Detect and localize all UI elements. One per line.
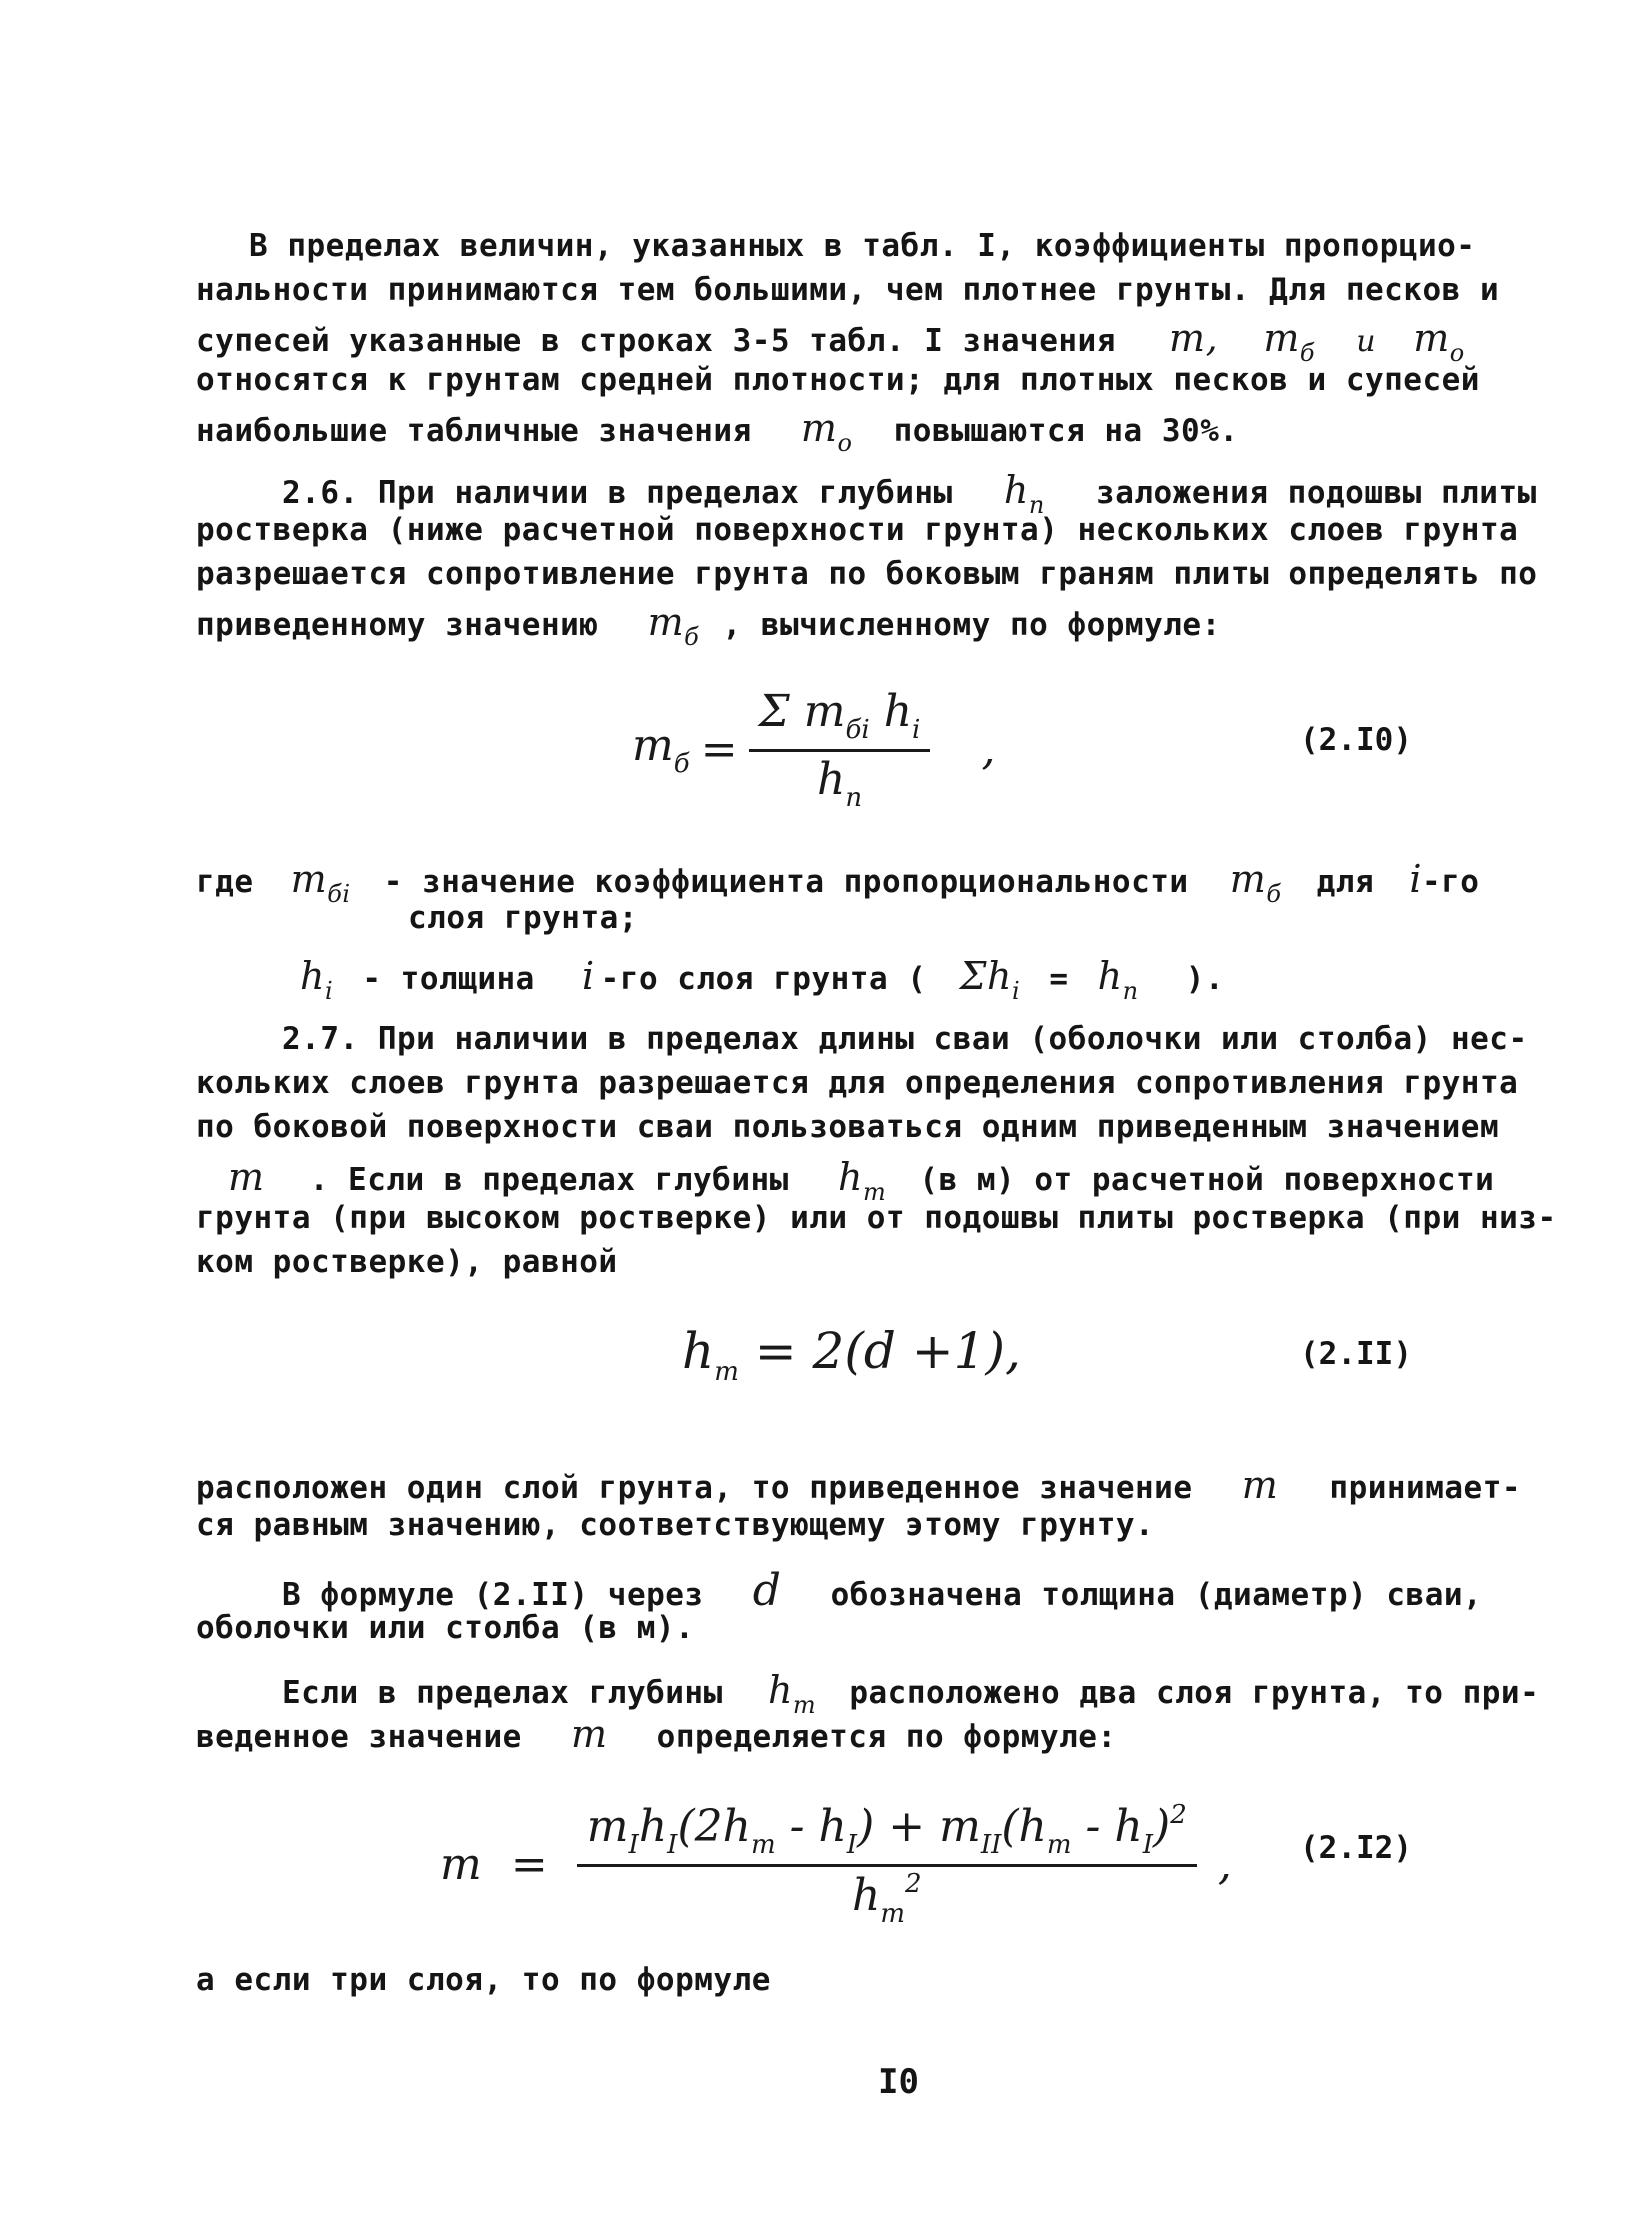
section-2-7-line-4: [228, 1155, 1494, 1206]
section-2-7-line-6: ком ростверке), равной: [196, 1244, 618, 1280]
section-2-7-line-1: 2.7. При наличии в пределах длины сваи (оболочки или столба) нес-: [282, 1021, 1528, 1057]
symbol-h-i: $h_i$: [300, 954, 334, 1005]
paragraph-two-layers-text-a: Если в пределах глубины: [282, 1675, 723, 1711]
symbol-m-o: $m_o$: [1413, 316, 1465, 367]
where-line-3: [300, 954, 1224, 1005]
formula-2-10-numerator: Σ $m_{бi}$ $h_i$: [749, 686, 931, 752]
where-desc-2-a: - толщина: [362, 961, 535, 997]
section-2-7-line-3: по боковой поверхности сваи пользоваться одним приведенным значением: [196, 1109, 1500, 1145]
formula-2-12-number: (2.I2): [1300, 1830, 1412, 1866]
symbol-and: и: [1356, 324, 1377, 359]
formula-2-12-comma: ,: [1217, 1839, 1232, 1890]
section-2-7-line-5: грунта (при высоком ростверке) или от подошвы плиты ростверка (при низ-: [196, 1200, 1557, 1236]
formula-2-12-denominator: $h_m^2$: [851, 1869, 922, 1929]
section-2-6-line-1-text-a: 2.6. При наличии в пределах глубины: [282, 475, 953, 511]
section-2-6-line-3: разрешается сопротивление грунта по боковым граням плиты определять по: [196, 556, 1538, 592]
formula-2-11: $h_m = 2(d +1)$,: [682, 1322, 1021, 1387]
paragraph-two-layers-text-b: расположено два слоя грунта, то при-: [849, 1675, 1540, 1711]
where-equals: =: [1049, 961, 1069, 997]
section-2-6-line-4: [196, 600, 1221, 651]
symbol-m: m,: [1169, 316, 1219, 360]
symbol-m: m: [570, 1712, 608, 1756]
paragraph-1-line-2: нальности принимаются тем большими, чем плотнее грунты. Для песков и: [196, 272, 1500, 308]
formula-2-10-fraction: [749, 686, 931, 813]
paragraph-two-layers-line-2-text-a: веденное значение: [196, 1719, 522, 1755]
paragraph-d-text-a: В формуле (2.II) через: [282, 1577, 704, 1613]
symbol-h-m: $h_m$: [837, 1155, 887, 1206]
formula-2-12-fraction: [577, 1800, 1197, 1929]
symbol-m-b: $m_б$: [1263, 316, 1316, 367]
section-2-6-line-2: ростверка (ниже расчетной поверхности грунта) нескольких слоев грунта: [196, 512, 1519, 548]
paragraph-after-2-11-text-a: расположен один слой грунта, то приведенное значение: [196, 1470, 1193, 1506]
symbol-i: i: [1409, 857, 1422, 901]
formula-2-10-comma: ,: [981, 724, 996, 775]
symbol-sum-h-i: $\Sigma h_i$: [959, 954, 1021, 1005]
symbol-m: m: [1241, 1463, 1279, 1507]
formula-2-10-denominator: $h_п$: [816, 754, 863, 813]
formula-2-11-number: (2.II): [1300, 1336, 1412, 1372]
symbol-h-n: $h_п$: [1097, 954, 1139, 1005]
where-line-2: слоя грунта;: [408, 900, 638, 936]
section-2-6-line-4-text-b: , вычисленному по формуле:: [722, 607, 1221, 643]
paragraph-after-2-11-text-b: принимает-: [1329, 1470, 1522, 1506]
paragraph-two-layers-line-2: [196, 1712, 1117, 1756]
symbol-h-n: $h_п$: [1003, 468, 1045, 519]
paragraph-1-line-4: относятся к грунтам средней плотности; для плотных песков и супесей: [196, 362, 1480, 398]
paragraph-two-layers-line-2-text-b: определяется по формуле:: [656, 1719, 1117, 1755]
formula-2-10-number: (2.I0): [1300, 722, 1412, 758]
symbol-m-b: $m_б$: [1229, 857, 1282, 908]
section-2-7-line-4-text-b: (в м) от расчетной поверхности: [919, 1162, 1495, 1198]
symbol-i: i: [582, 954, 595, 998]
paragraph-1-line-1: В пределах величин, указанных в табл. I, коэффициенты пропорцио-: [249, 228, 1476, 264]
where-desc-2-c: ).: [1185, 961, 1225, 997]
formula-2-10-equals: =: [700, 724, 738, 775]
paragraph-1-line-5: [196, 406, 1239, 457]
formula-2-11-rhs: = 2(d +1),: [754, 1322, 1021, 1380]
where-desc-1-a: - значение коэффициента пропорциональности: [383, 864, 1189, 900]
paragraph-1-line-5-text-a: наибольшие табличные значения: [196, 413, 752, 449]
paragraph-1-line-5-text-b: повышаются на 30%.: [893, 413, 1239, 449]
where-desc-1-b: для: [1316, 864, 1375, 900]
formula-2-12: [440, 1800, 1232, 1929]
paragraph-after-2-11-line-1: [196, 1463, 1521, 1507]
symbol-m-o: $m_o$: [800, 406, 853, 457]
section-2-6-line-1-text-b: заложения подошвы плиты: [1096, 475, 1537, 511]
paragraph-d-text-b: обозначена толщина (диаметр) сваи,: [830, 1577, 1483, 1613]
paragraph-1-line-3: [196, 316, 1465, 367]
paragraph-after-2-11-line-2: ся равным значению, соответствующему этому грунту.: [196, 1507, 1155, 1543]
where-desc-2-b: -го слоя грунта (: [600, 961, 927, 997]
section-2-7-line-4-text-a: . Если в пределах глубины: [309, 1162, 789, 1198]
page-number: I0: [878, 2062, 919, 2102]
where-desc-1-c: -го: [1421, 864, 1480, 900]
formula-2-12-lhs: m: [440, 1839, 482, 1890]
paragraph-1-line-3-text: супесей указанные в строках 3-5 табл. I значения: [196, 323, 1116, 359]
symbol-m-bi: $m_{бi}$: [290, 857, 351, 908]
formula-2-10: [632, 686, 995, 813]
section-2-7-line-2: кольких слоев грунта разрешается для определения сопротивления грунта: [196, 1065, 1519, 1101]
paragraph-d-line-2: оболочки или столба (в м).: [196, 1610, 695, 1646]
where-label: где: [196, 864, 254, 900]
where-line-1: [196, 857, 1479, 908]
symbol-m-b: $m_б$: [647, 600, 700, 651]
formula-2-12-equals: =: [510, 1839, 548, 1890]
last-line: а если три слоя, то по формуле: [196, 1962, 771, 1998]
paragraph-d-line-1: [282, 1565, 1482, 1616]
formula-2-10-lhs: $m_б$: [632, 720, 690, 779]
formula-2-12-numerator: $m_Ih_I(2h_m - h_I) + m_{II}(h_m - h_I)^2$: [577, 1800, 1197, 1867]
symbol-m: m: [228, 1155, 265, 1199]
formula-2-11-lhs: h: [682, 1322, 715, 1380]
symbol-h-m: $h_m$: [767, 1668, 817, 1719]
section-2-6-line-4-text-a: приведенному значению: [196, 607, 599, 643]
symbol-d: d: [752, 1565, 782, 1616]
